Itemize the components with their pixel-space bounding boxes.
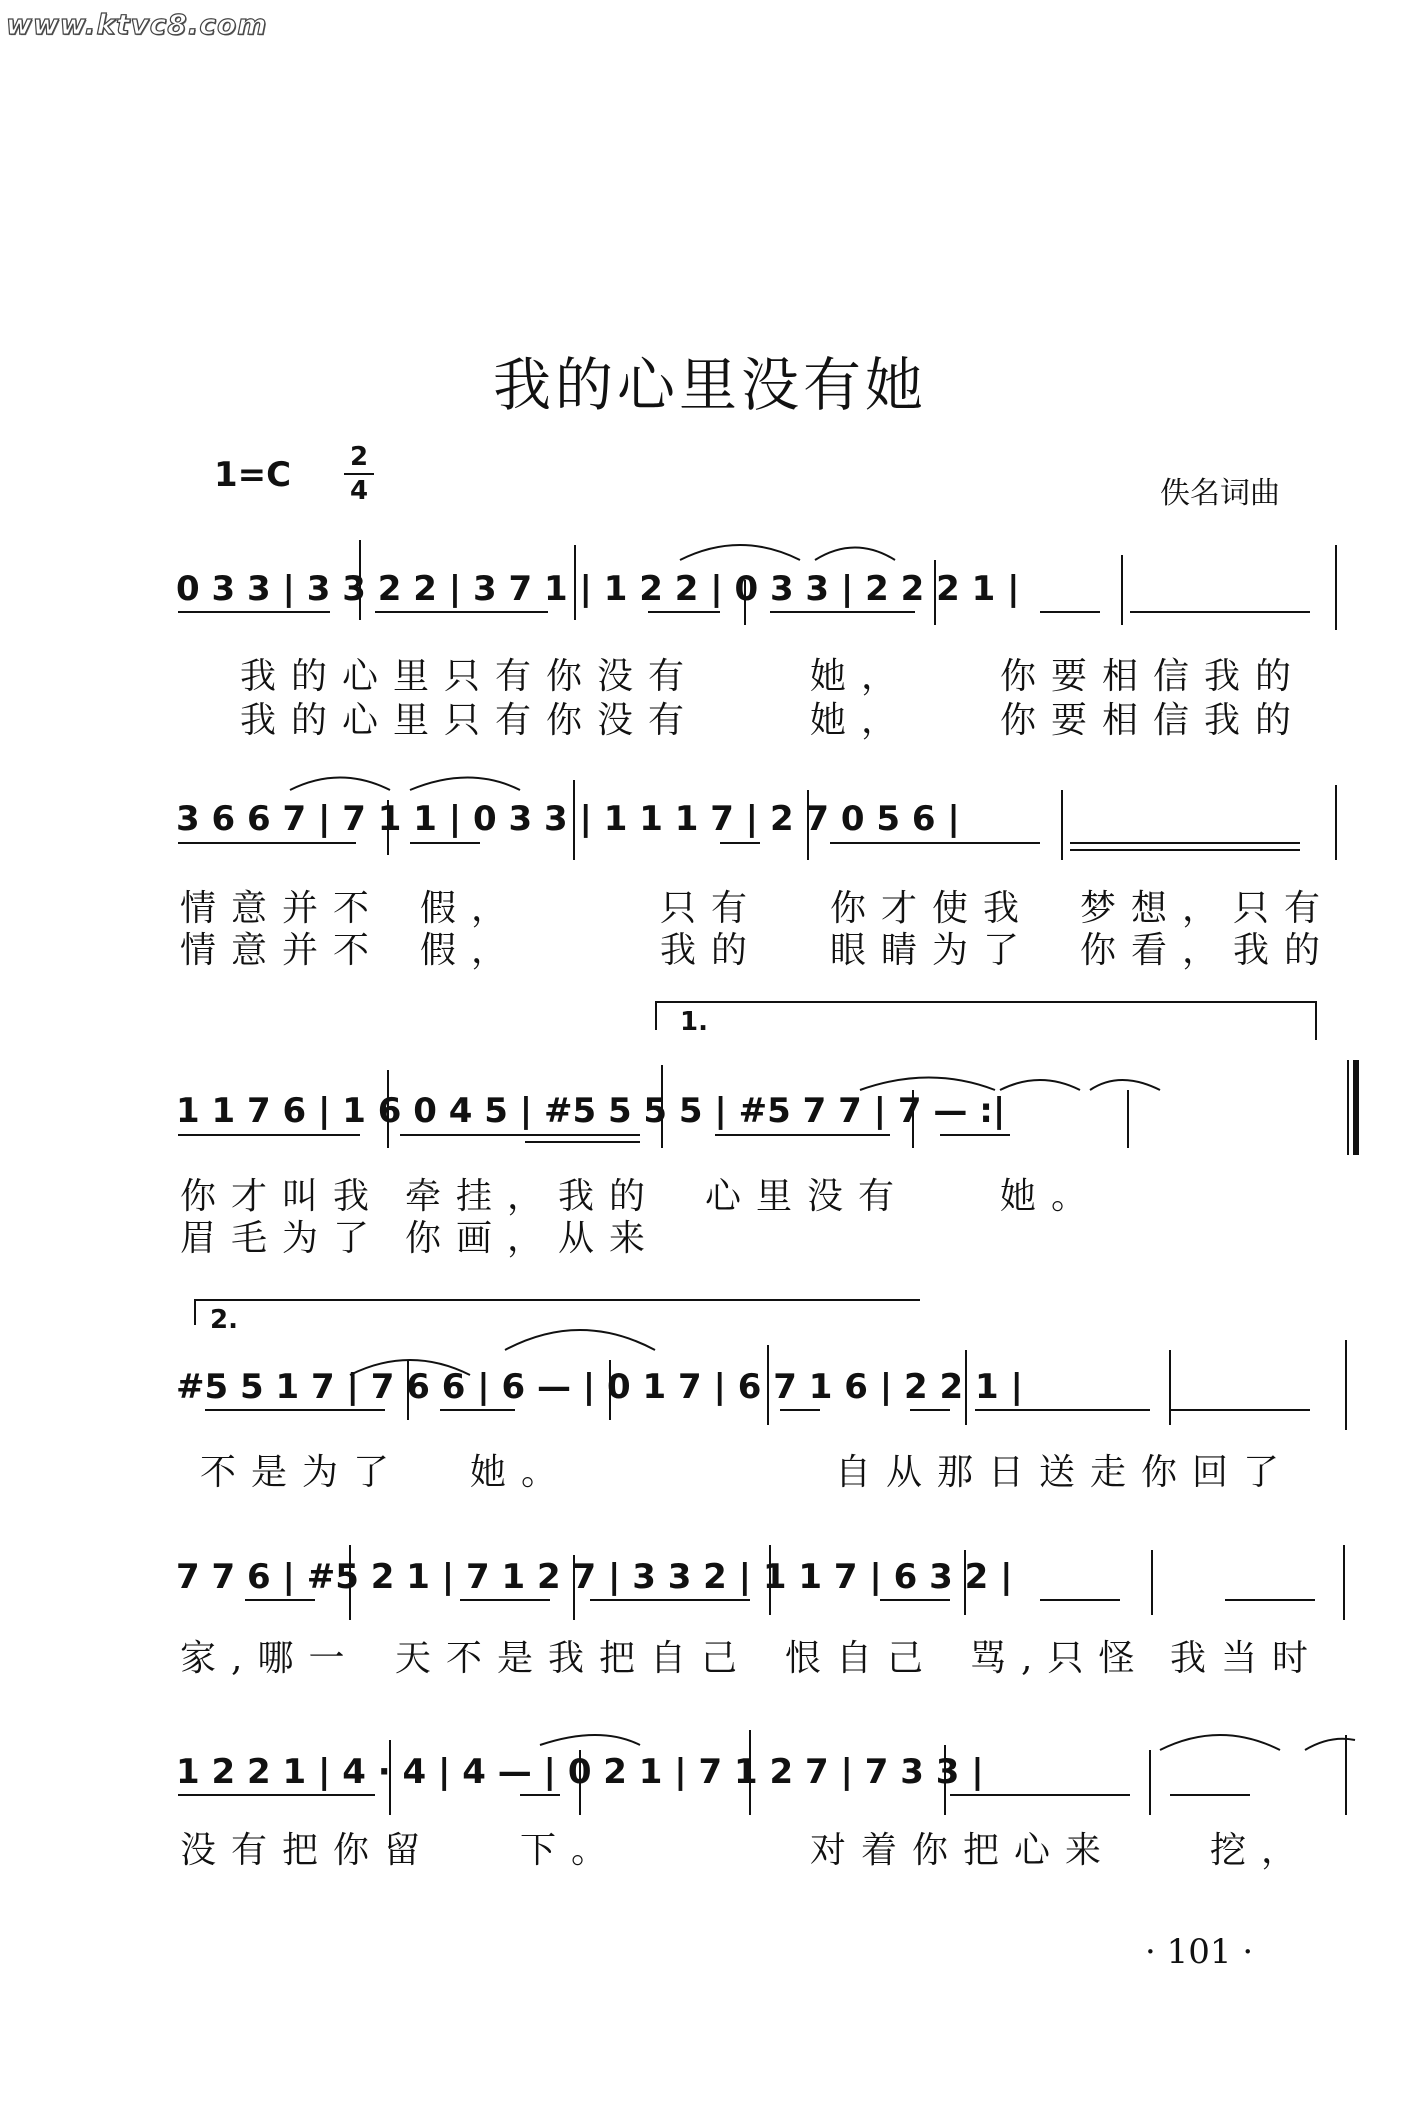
lyric: 我的心里只有你没有 (240, 656, 700, 697)
lyric: 你才叫我 (180, 1176, 385, 1217)
watermark: www.ktvc8.com (6, 8, 268, 41)
lyric: 你要相信我的 (1000, 700, 1307, 741)
lyric: 眉毛为了 (180, 1218, 385, 1259)
lyric: 你才使我 (830, 888, 1035, 929)
lyric: 家,哪一 (180, 1638, 360, 1679)
lyric: 没有把你留 (180, 1830, 436, 1871)
lyric: 你画，从来 (405, 1218, 661, 1259)
lyric: 眼睛为了 (830, 930, 1035, 971)
notes-row-3: 1 1 7 6 | 1 6 0 4 5 | #5 5 5 5 | #5 7 7 | 7 — :| (176, 1091, 1006, 1131)
lyric: 情意并不 (180, 888, 385, 929)
notes-row-4: #5 5 1 7 | 7 6 6 | 6 — | 0 1 7 | 6 7 1 6 | 2 2 1 | (176, 1367, 1023, 1407)
time-signature-bottom: 4 (349, 476, 369, 506)
lyric: 我的心里只有你没有 (240, 700, 700, 741)
lyric: 心里没有 (705, 1176, 910, 1217)
first-ending-label: 1. (680, 1007, 708, 1037)
volta-brackets (195, 1002, 1316, 1325)
lyric: 对着你把心来 (810, 1830, 1117, 1871)
song-title: 我的心里没有她 (492, 351, 927, 419)
second-ending-label: 2. (210, 1305, 238, 1335)
lyric: 下。 (520, 1830, 623, 1871)
lyric: 挖， (1210, 1830, 1313, 1871)
lyric: 情意并不 (180, 930, 385, 971)
notes-row-2: 3 6 6 7 | 7 1 1 | 0 3 3 | 1 1 1 7 | 2 7 0 5 6 | (176, 799, 960, 839)
notes-row-6: 1 2 2 1 | 4 · 4 | 4 — | 0 2 1 | 7 1 2 7 | 7 3 3 | (176, 1752, 984, 1792)
lyric: 恨自己 (785, 1638, 939, 1679)
notes-row-5: 7 7 6 | #5 2 1 | 7 1 2 7 | 3 3 2 | 1 1 7 | 6 3 2 | (176, 1557, 1013, 1597)
lyric: 自从那日送走你回了 (835, 1452, 1295, 1493)
lyric: 她。 (470, 1452, 573, 1493)
lyric: 只有 (660, 888, 763, 929)
lyric: 她， (810, 700, 913, 741)
lyric: 你要相信我的 (1000, 656, 1307, 697)
key-signature: 1=C (214, 455, 292, 495)
lyric: 梦想，只有 (1080, 888, 1336, 929)
author-credit: 佚名词曲 (1160, 476, 1280, 511)
lyric: 你看，我的 (1080, 930, 1336, 971)
lyric: 骂,只怪 (970, 1638, 1150, 1679)
lyric: 假， (420, 930, 523, 971)
lyric: 不是为了 (200, 1452, 405, 1493)
lyric: 天不是我把自己 (395, 1638, 753, 1679)
lyric: 牵挂，我的 (405, 1176, 661, 1217)
lyric: 她。 (1000, 1176, 1103, 1217)
time-signature-top: 2 (349, 442, 369, 472)
lyric: 她， (810, 656, 913, 697)
lyric: 假， (420, 888, 523, 929)
page-number: · 101 · (1145, 1932, 1254, 1972)
lyric: 我当时 (1170, 1638, 1324, 1679)
notes-row-1: 0 3 3 | 3 3 2 2 | 3 7 1 | 1 2 2 | 0 3 3 | 2 2 2 1 | (176, 569, 1020, 609)
lyric: 我的 (660, 930, 763, 971)
